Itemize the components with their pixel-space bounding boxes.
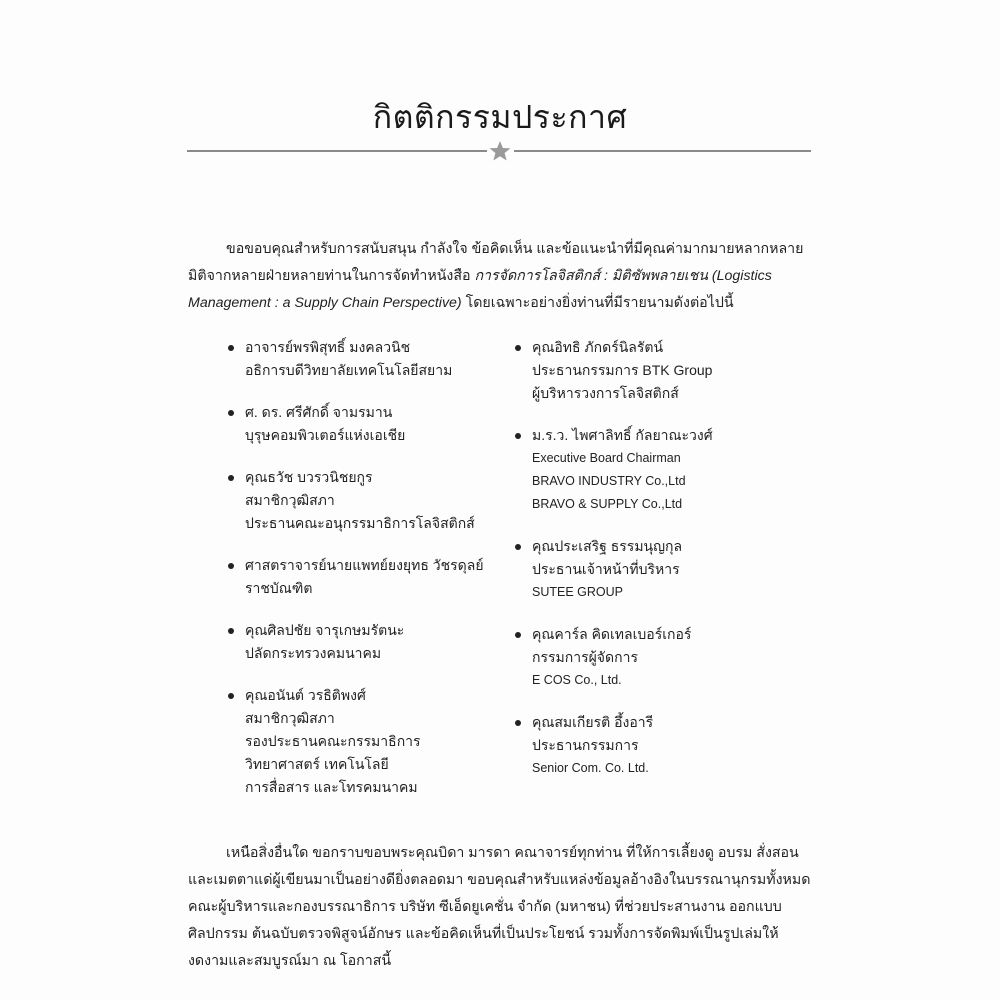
bullet-icon <box>515 632 521 638</box>
intro-paragraph <box>188 236 812 317</box>
person-title: วิทยาศาสตร์ เทคโนโลยี <box>245 756 389 772</box>
divider-right <box>514 150 811 152</box>
person-title: ผู้บริหารวงการโลจิสติกส์ <box>532 385 679 401</box>
bullet-icon <box>515 544 521 550</box>
divider-left <box>187 150 487 152</box>
star-icon <box>488 139 512 163</box>
person-title: อธิการบดีวิทยาลัยเทคโนโลยีสยาม <box>245 362 453 378</box>
bullet-icon <box>515 433 521 439</box>
bullet-icon <box>228 628 234 634</box>
list-item <box>228 336 508 382</box>
bullet-icon <box>515 720 521 726</box>
person-title: BRAVO & SUPPLY Co.,Ltd <box>532 497 683 511</box>
list-item <box>515 623 765 692</box>
page-title: กิตติกรรมประกาศ <box>372 98 628 136</box>
list-item <box>515 535 765 604</box>
list-item <box>228 466 508 535</box>
person-name: อาจารย์พรพิสุทธิ์ มงคลวนิช <box>245 339 411 355</box>
bullet-icon <box>228 475 234 481</box>
intro-text: ขอขอบคุณสำหรับการสนับสนุน กำลังใจ ข้อคิดเห็น และข้อแนะนำที่มีคุณค่ามากมายหลากหลายมิติจากหลายฝ่ายหลายท่านในการจัดทำหนังสือ <box>188 241 804 284</box>
bullet-icon <box>228 563 234 569</box>
person-title: สมาชิกวุฒิสภา <box>245 710 335 726</box>
person-title: ประธานกรรมการ BTK Group <box>532 362 713 378</box>
list-item <box>228 401 508 447</box>
person-title: Senior Com. Co. Ltd. <box>532 761 649 775</box>
acknowledgee-list-right <box>515 336 765 799</box>
list-item <box>515 336 765 405</box>
intro-text-end: โดยเฉพาะอย่างยิ่งท่านที่มีรายนามดังต่อไปนี้ <box>461 295 734 311</box>
list-item <box>515 424 765 516</box>
bullet-icon <box>228 693 234 699</box>
person-name: ศาสตราจารย์นายแพทย์ยงยุทธ วัชรดุลย์ <box>245 557 484 573</box>
person-title: SUTEE GROUP <box>532 585 623 599</box>
person-name: คุณอนันต์ วรธิติพงศ์ <box>245 687 366 703</box>
person-title: E COS Co., Ltd. <box>532 673 622 687</box>
person-title: การสื่อสาร และโทรคมนาคม <box>245 779 418 795</box>
acknowledgee-list-left <box>228 336 508 818</box>
person-title: ประธานคณะอนุกรรมาธิการโลจิสติกส์ <box>245 515 475 531</box>
bullet-icon <box>228 345 234 351</box>
person-title: ประธานกรรมการ <box>532 737 639 753</box>
person-title: ปลัดกระทรวงคมนาคม <box>245 645 382 661</box>
person-title: BRAVO INDUSTRY Co.,Ltd <box>532 474 686 488</box>
book-title: การจัดการโลจิสติกส์ : มิติซัพพลายเชน (Logistics Management : a Supply Chain Perspective) <box>188 268 772 311</box>
person-title: ประธานเจ้าหน้าที่บริหาร <box>532 561 680 577</box>
person-name: คุณธวัช บวรวนิชยกูร <box>245 469 373 485</box>
person-name: คุณอิทธิ ภักดร์นิลรัตน์ <box>532 339 664 355</box>
person-name: คุณคาร์ล คิดเทลเบอร์เกอร์ <box>532 626 692 642</box>
bullet-icon <box>228 410 234 416</box>
bullet-icon <box>515 345 521 351</box>
list-item <box>228 619 508 665</box>
person-title: สมาชิกวุฒิสภา <box>245 492 335 508</box>
person-title: รองประธานคณะกรรมาธิการ <box>245 733 421 749</box>
closing-paragraph <box>188 840 812 975</box>
list-item <box>515 711 765 780</box>
person-name: คุณศิลปชัย จารุเกษมรัตนะ <box>245 622 405 638</box>
person-name: ม.ร.ว. ไพศาลิทธิ์ กัลยาณะวงศ์ <box>532 427 713 443</box>
person-name: ศ. ดร. ศรีศักดิ์ จามรมาน <box>245 404 393 420</box>
list-item <box>228 554 508 600</box>
person-title: บุรุษคอมพิวเตอร์แห่งเอเชีย <box>245 427 406 443</box>
closing-text: เหนือสิ่งอื่นใด ขอกราบขอบพระคุณบิดา มารดา คณาจารย์ทุกท่าน ที่ให้การเลี้ยงดู อบรม สั่งสอน และเมตตาแด่ผู้เขียนมาเป็นอย่างดียิ่งตลอดมา ขอบคุณสำหรับแหล่งข้อมูลอ้างอิงในบรรณานุกรมทั้งหมด คณะผู้บริหารและกองบรรณาธิการ บริษัท ซีเอ็ดยูเคชั่น จำกัด (มหาชน) ที่ช่วยประสานงาน ออกแบบศิลปกรรม ต้นฉบับตรวจพิสูจน์อักษร และข้อคิดเห็นที่เป็นประโยชน์ รวมทั้งการจัดพิมพ์เป็นรูปเล่มให้งดงามและสมบูรณ์มา ณ โอกาสนี้ <box>188 845 811 969</box>
person-name: คุณสมเกียรติ อึ้งอารี <box>532 714 654 730</box>
person-title: กรรมการผู้จัดการ <box>532 649 638 665</box>
list-item <box>228 684 508 799</box>
person-name: คุณประเสริฐ ธรรมนุญกุล <box>532 538 683 554</box>
person-title: ราชบัณฑิต <box>245 580 313 596</box>
person-title: Executive Board Chairman <box>532 451 681 465</box>
